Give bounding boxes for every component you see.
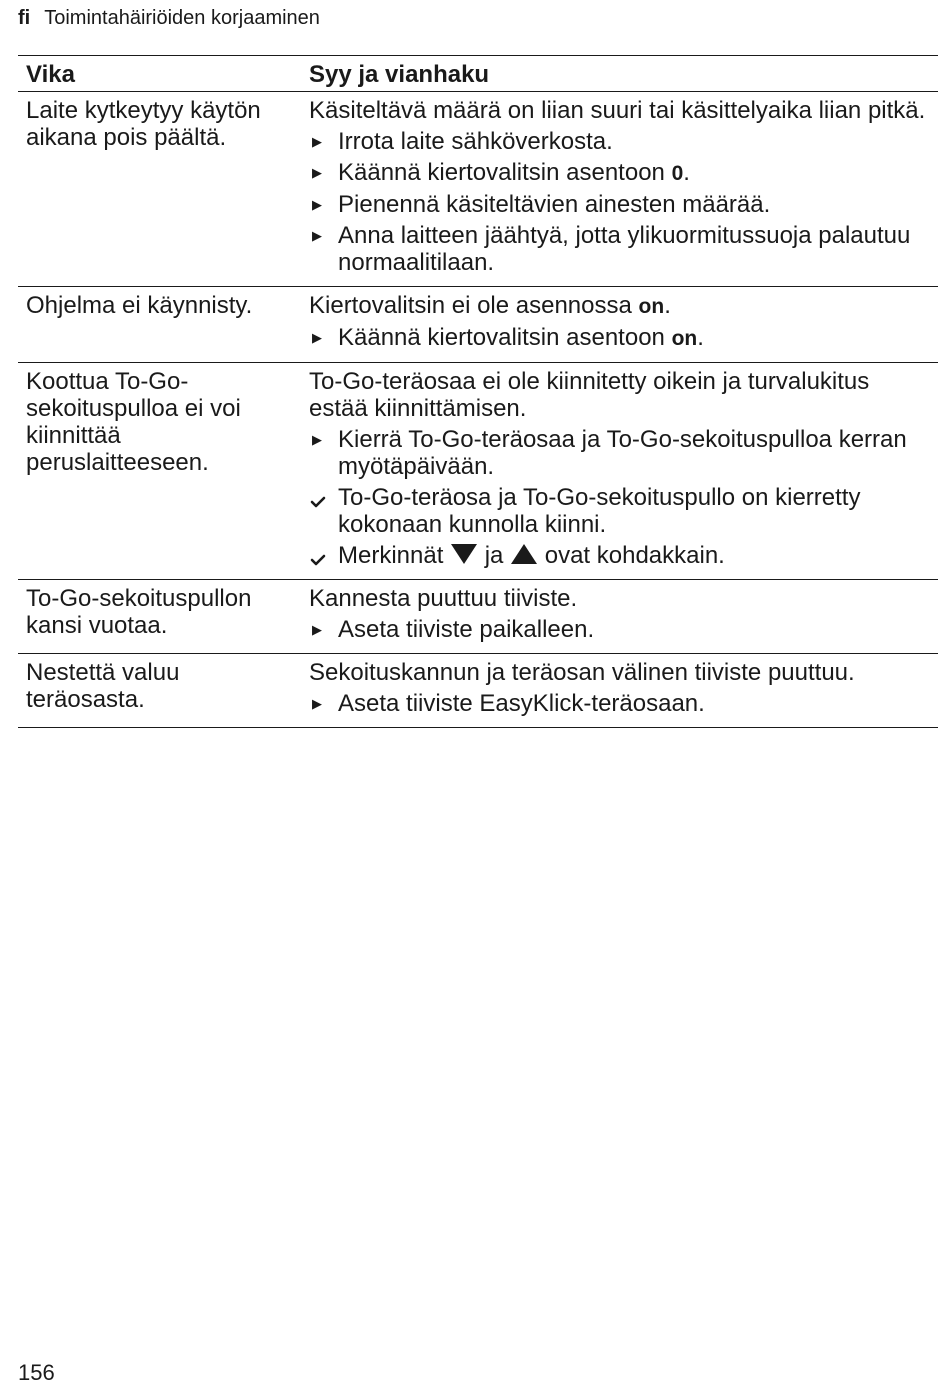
result-text: To-Go-teräosa ja To-Go-sekoituspullo on kierretty kokonaan kunnolla kiinni. [338, 484, 861, 538]
checkmark-icon [310, 543, 326, 570]
cause-text [309, 292, 934, 320]
action-step [309, 128, 934, 155]
step-text: Irrota laite sähköverkosta. [338, 128, 613, 155]
step-text: Aseta tiiviste EasyKlick-teräosaan. [338, 690, 705, 717]
dial-position-symbol: on [671, 327, 698, 350]
checkmark-icon [310, 485, 326, 512]
cause-text-suffix: . [664, 292, 671, 319]
step-text-suffix: . [697, 324, 704, 351]
action-step [309, 426, 934, 480]
page-header [18, 5, 320, 31]
fault-cell: Koottua To-Go-sekoituspulloa ei voi kiinnittää peruslaitteeseen. [18, 363, 301, 580]
troubleshooting-table [18, 55, 938, 728]
triangle-right-bullet-icon: ▶ [312, 696, 322, 711]
triangle-right-bullet-icon: ▶ [312, 165, 322, 180]
table-row [18, 363, 938, 580]
column-header-cause: Syy ja vianhaku [301, 56, 938, 92]
result-text: Merkinnät [338, 542, 451, 569]
table-row [18, 654, 938, 728]
cause-cell [301, 580, 938, 654]
table-row [18, 92, 938, 287]
action-step [309, 324, 934, 352]
action-step [309, 191, 934, 218]
triangle-right-bullet-icon: ▶ [312, 432, 322, 447]
triangle-right-bullet-icon: ▶ [312, 228, 322, 243]
cause-text: Käsiteltävä määrä on liian suuri tai käsittelyaika liian pitkä. [309, 97, 926, 124]
action-step [309, 159, 934, 187]
step-text: Kierrä To-Go-teräosaa ja To-Go-sekoituspulloa kerran myötäpäivään. [338, 426, 907, 480]
triangle-right-bullet-icon: ▶ [312, 197, 322, 212]
dial-position-symbol: on [638, 295, 665, 318]
cause-text: Kannesta puuttuu tiiviste. [309, 585, 578, 612]
troubleshooting-table-container [18, 55, 938, 728]
dial-position-symbol: 0 [671, 162, 684, 185]
triangle-down-icon [450, 543, 478, 565]
cause-text-prefix: Kiertovalitsin ei ole asennossa [309, 292, 639, 319]
page-number: 156 [18, 1360, 55, 1385]
triangle-right-bullet-icon: ▶ [312, 330, 322, 345]
table-header-row [18, 56, 938, 92]
triangle-right-bullet-icon: ▶ [312, 622, 322, 637]
cause-cell [301, 92, 938, 287]
column-header-fault: Vika [18, 56, 301, 92]
action-step [309, 222, 934, 276]
table-row [18, 580, 938, 654]
step-text: Käännä kiertovalitsin asentoon [338, 324, 672, 351]
result-step [309, 542, 934, 569]
result-step [309, 484, 934, 538]
cause-text: To-Go-teräosaa ei ole kiinnitetty oikein ja turvalukitus estää kiinnittämisen. [309, 368, 870, 422]
result-text-mid: ja [478, 542, 511, 569]
fault-cell: Laite kytkeytyy käytön aikana pois päältä. [18, 92, 301, 287]
cause-cell [301, 363, 938, 580]
fault-cell: Nestettä valuu teräosasta. [18, 654, 301, 728]
step-text: Anna laitteen jäähtyä, jotta ylikuormitussuoja palautuu normaalitilaan. [338, 222, 911, 276]
step-text: Pienennä käsiteltävien ainesten määrää. [338, 191, 771, 218]
step-text: Käännä kiertovalitsin asentoon [338, 159, 672, 186]
cause-text: Sekoituskannun ja teräosan välinen tiiviste puuttuu. [309, 659, 855, 686]
fault-cell: To-Go-sekoituspullon kansi vuotaa. [18, 580, 301, 654]
cause-cell [301, 654, 938, 728]
result-text-suffix: ovat kohdakkain. [538, 542, 725, 569]
step-text-suffix: . [683, 159, 690, 186]
action-step [309, 616, 934, 643]
section-title: Toimintahäiriöiden korjaaminen [44, 7, 320, 29]
fault-cell: Ohjelma ei käynnisty. [18, 287, 301, 363]
table-row [18, 287, 938, 363]
cause-cell [301, 287, 938, 363]
triangle-up-icon [510, 543, 538, 565]
triangle-right-bullet-icon: ▶ [312, 134, 322, 149]
language-code: fi [18, 7, 31, 29]
action-step [309, 690, 934, 717]
step-text: Aseta tiiviste paikalleen. [338, 616, 595, 643]
